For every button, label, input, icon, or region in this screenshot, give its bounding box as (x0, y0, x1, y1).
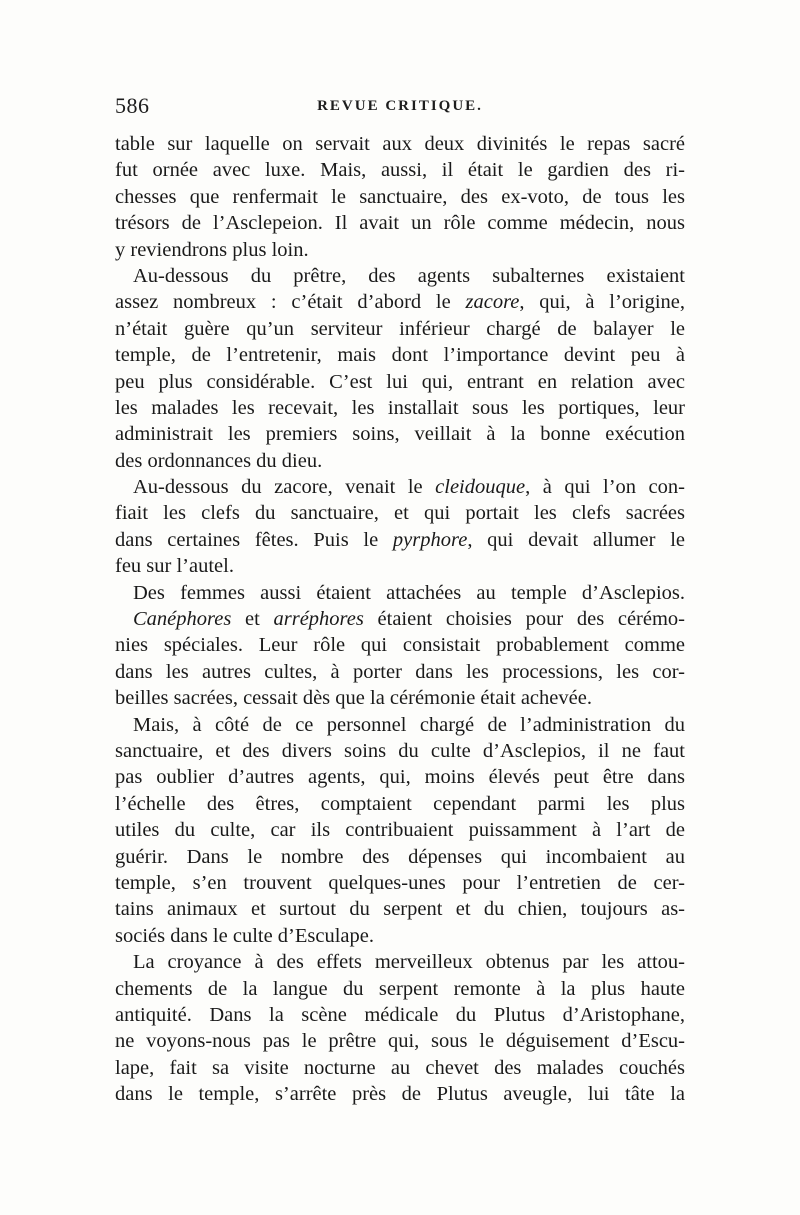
text-line: peu plus considérable. C’est lui qui, entrant en relation avec (115, 370, 685, 393)
paragraph-2 (115, 263, 685, 474)
text-line: sociés dans le culte d’Esculape. (115, 924, 375, 947)
text-segment: , qui, à l’origine, (519, 291, 685, 314)
running-title: REVUE CRITIQUE. (317, 98, 483, 114)
text-line: Mais, à côté de ce personnel chargé de l’administration du (133, 713, 685, 736)
text-line: ne voyons-nous pas le prêtre qui, sous le déguisement d’Escu- (115, 1030, 685, 1053)
text-line (115, 606, 685, 632)
text-line: antiquité. Dans la scène médicale du Plutus d’Aristophane, (115, 1003, 685, 1026)
text-segment: Au-dessous du zacore, venait le (133, 476, 436, 499)
text-line: chements de la langue du serpent remonte à la plus haute (115, 977, 685, 1000)
text-line (115, 474, 685, 500)
text-line: temple, s’en trouvent quelques-unes pour l’entretien de cer- (115, 871, 685, 894)
paragraph-6 (115, 949, 685, 1107)
page-number: 586 (115, 93, 150, 118)
term-pyrphore: pyrphore (392, 528, 468, 551)
text-line: lape, fait sa visite nocturne au chevet des malades couchés (115, 1056, 685, 1079)
text-line: guérir. Dans le nombre des dépenses qui incombaient au (115, 845, 685, 868)
body-text (115, 131, 685, 1107)
text-line: y reviendrons plus loin. (115, 238, 309, 261)
text-line: Des femmes aussi étaient attachées au temple d’Asclepios. (133, 581, 685, 604)
text-line: fiait les clefs du sanctuaire, et qui portait les clefs sacrées (115, 502, 685, 525)
text-segment: étaient choisies pour des cérémo- (363, 608, 686, 631)
text-segment: assez nombreux : c’était d’abord le (115, 291, 466, 314)
term-arrephores: arréphores (273, 608, 364, 631)
paragraph-4 (115, 580, 685, 712)
text-line: temple, de l’entretenir, mais dont l’importance devint peu à (115, 344, 685, 367)
text-line: pas oublier d’autres agents, qui, moins élevés peut être dans (115, 766, 685, 789)
text-line: utiles du culte, car ils contribuaient puissamment à l’art de (115, 819, 685, 842)
text-line: Au-dessous du prêtre, des agents subalternes existaient (133, 264, 685, 287)
page-header (115, 93, 685, 123)
text-segment: et (231, 608, 274, 631)
text-line (115, 527, 685, 553)
text-line: administrait les premiers soins, veillait à la bonne exécution (115, 423, 685, 446)
text-line: chesses que renfermait le sanctuaire, des ex-voto, de tous les (115, 185, 685, 208)
text-line: l’échelle des êtres, comptaient cependant parmi les plus (115, 792, 685, 815)
text-line (115, 289, 685, 315)
text-segment: dans certaines fêtes. Puis le (115, 528, 393, 551)
text-line: sanctuaire, et des divers soins du culte d’Asclepios, il ne faut (115, 739, 685, 762)
text-line: dans les autres cultes, à porter dans les processions, les cor- (115, 660, 685, 683)
term-canephores: Canéphores (133, 608, 232, 631)
text-line: des ordonnances du dieu. (115, 449, 323, 472)
text-line: trésors de l’Asclepeion. Il avait un rôle comme médecin, nous (115, 212, 685, 235)
text-line: tains animaux et surtout du serpent et du chien, toujours as- (115, 898, 685, 921)
text-line: dans le temple, s’arrête près de Plutus aveugle, lui tâte la (115, 1083, 685, 1106)
text-line: table sur laquelle on servait aux deux divinités le repas sacré (115, 133, 685, 155)
text-segment: , à qui l’on con- (525, 476, 685, 499)
term-zacore: zacore (465, 291, 520, 314)
text-line: beilles sacrées, cessait dès que la cérémonie était achevée. (115, 687, 592, 710)
text-segment: , qui devait allumer le (467, 528, 685, 551)
text-line: feu sur l’autel. (115, 555, 234, 578)
text-line: fut ornée avec luxe. Mais, aussi, il était le gardien des ri- (115, 159, 685, 182)
paragraph-5 (115, 712, 685, 950)
text-line: La croyance à des effets merveilleux obtenus par les attou- (133, 951, 685, 974)
term-cleidouque: cleidouque (435, 476, 526, 499)
text-line: les malades les recevait, les installait sous les portiques, leur (115, 396, 685, 419)
paragraph-1 (115, 131, 685, 263)
text-line: nies spéciales. Leur rôle qui consistait probablement comme (115, 634, 685, 657)
text-line: n’était guère qu’un serviteur inférieur chargé de balayer le (115, 317, 685, 340)
paragraph-3 (115, 474, 685, 580)
